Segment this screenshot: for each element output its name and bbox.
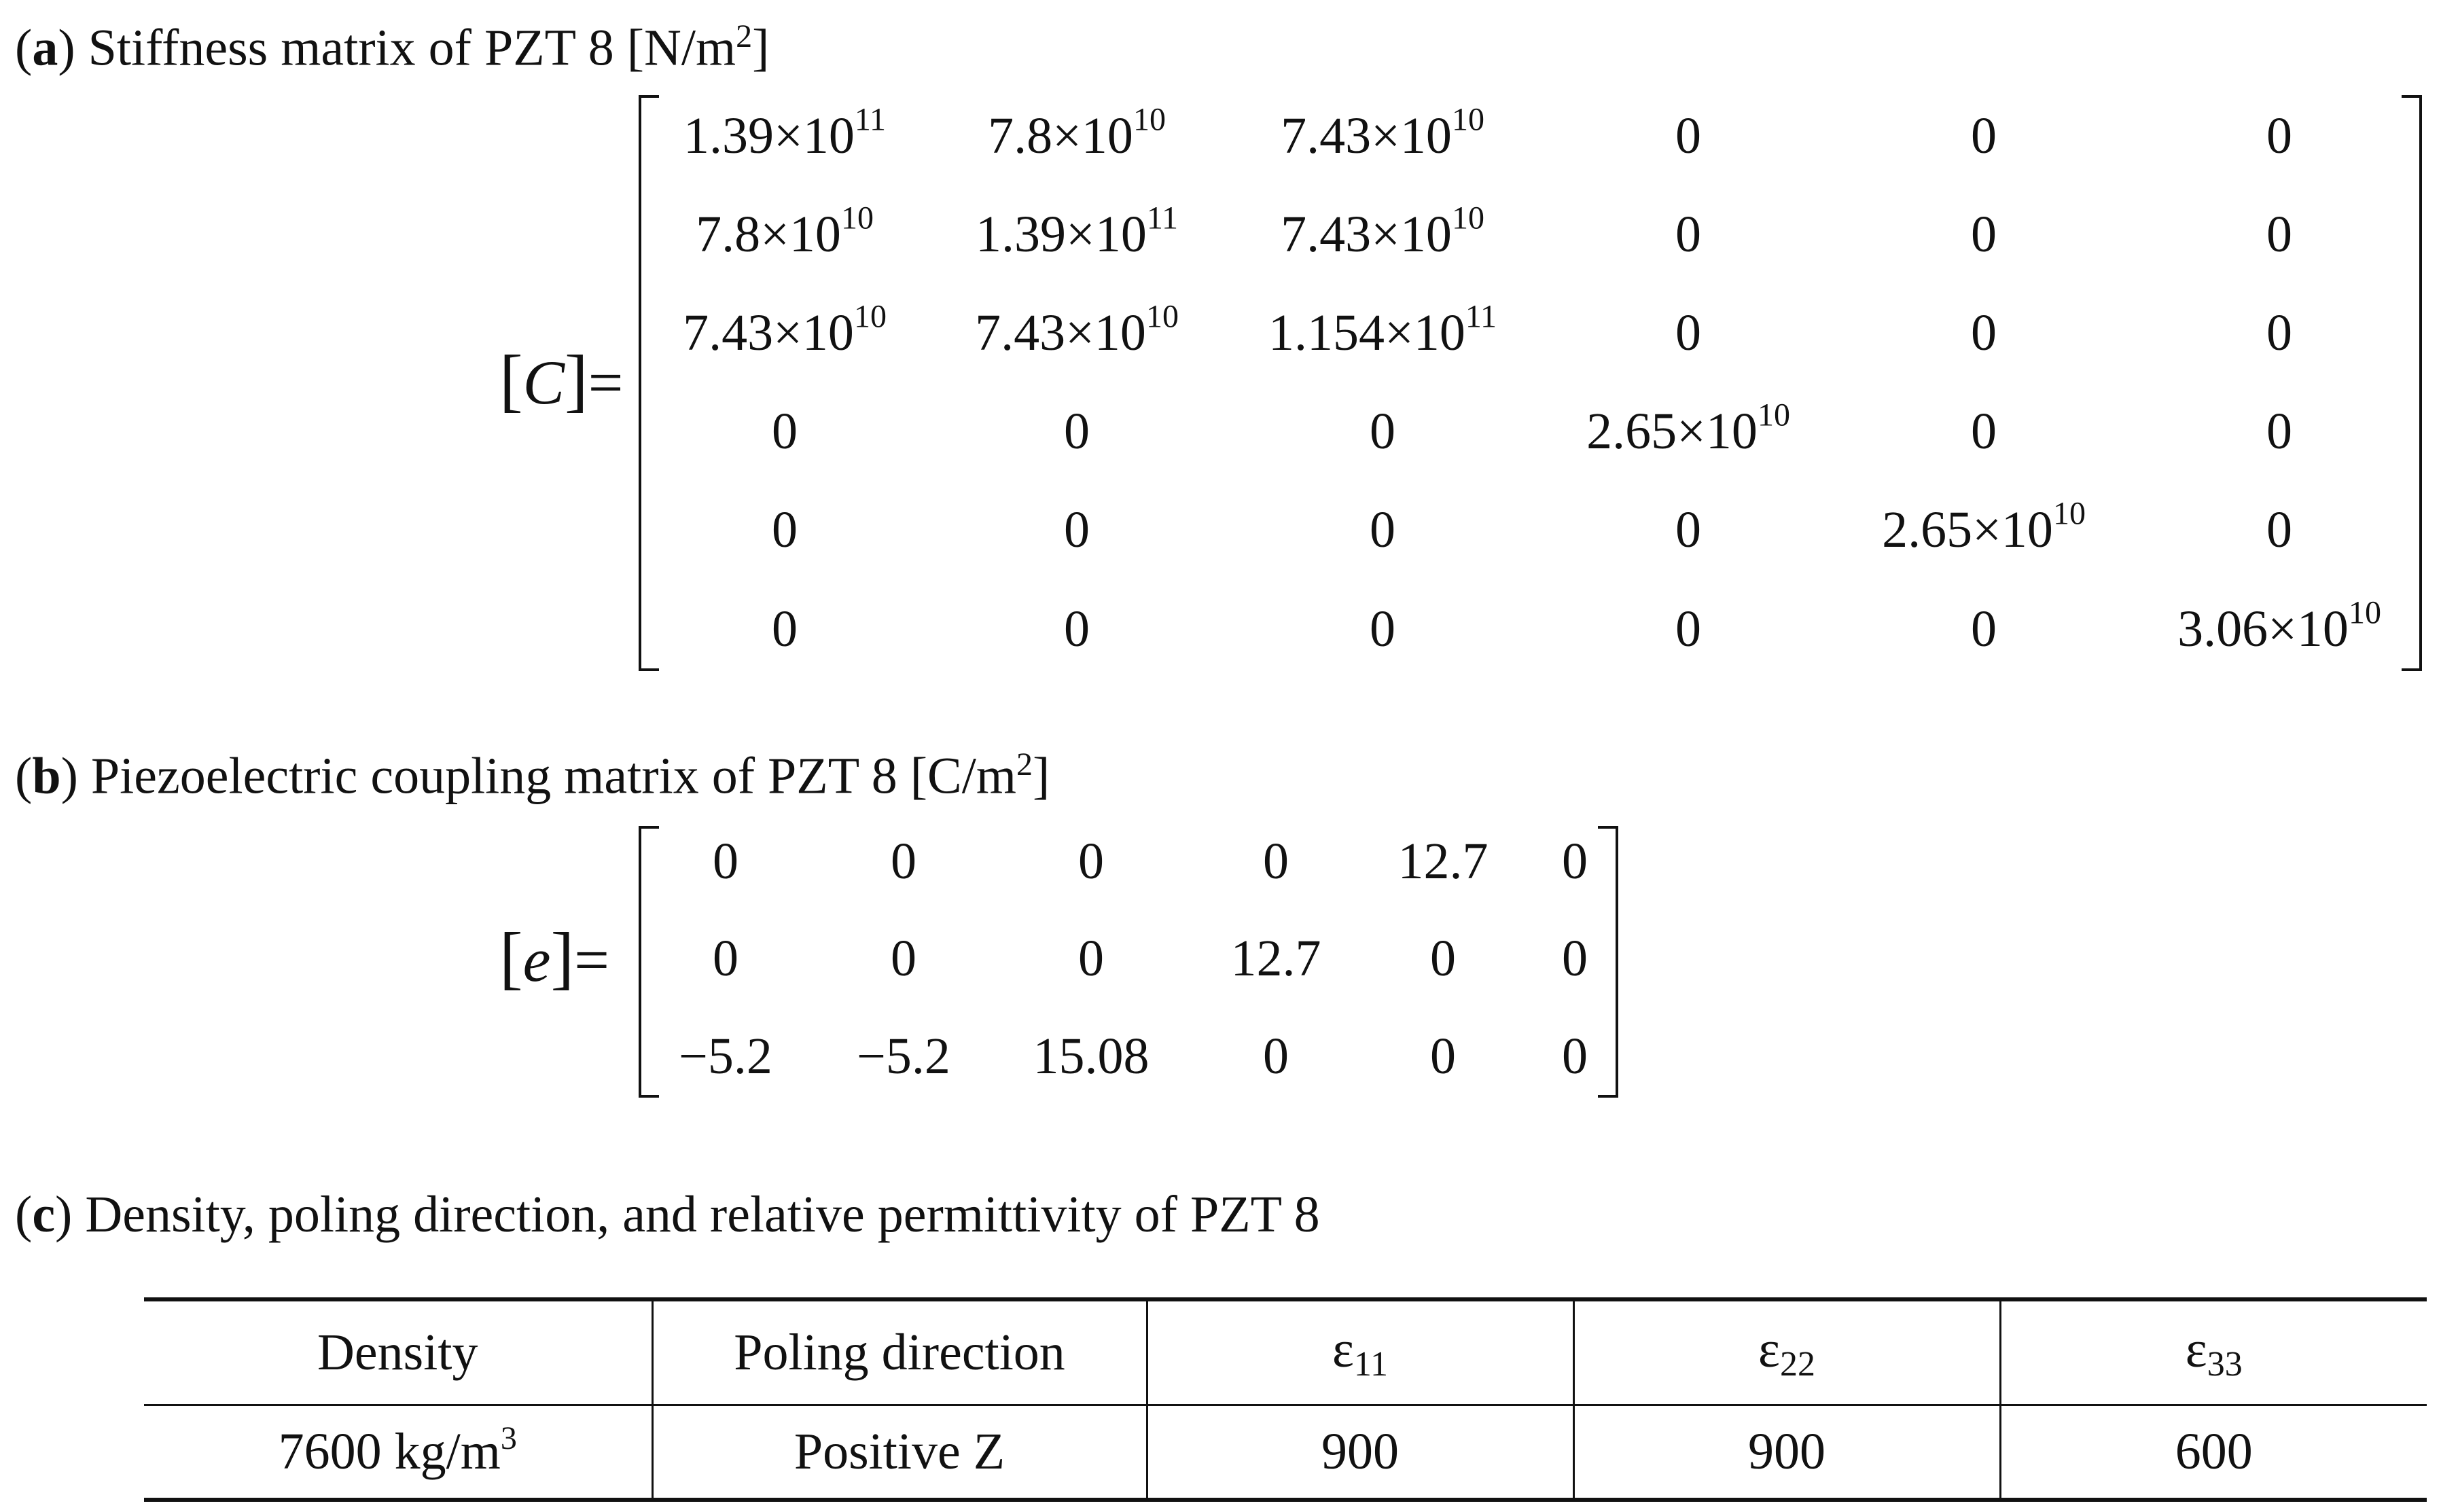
- cell-mantissa: 0: [1675, 600, 1701, 658]
- matrix-c-left-bracket: [639, 95, 659, 671]
- section-c-title: Density, poling direction, and relative permittivity of PZT 8: [72, 1186, 1320, 1243]
- section-b-heading: [15, 746, 1050, 805]
- matrix-e-cell: 0: [1562, 1028, 1588, 1085]
- table-row: [144, 1405, 2427, 1500]
- eps-subscript: 33: [2207, 1345, 2243, 1384]
- cell-mantissa: 0: [2266, 403, 2292, 460]
- matrix-c-cell: [1675, 107, 1701, 164]
- paren-open: (: [15, 1186, 33, 1243]
- matrix-e-lhs: [499, 918, 610, 996]
- lhs-bracket-open: [: [499, 341, 523, 419]
- lhs-bracket-close: ]: [565, 341, 588, 419]
- cell-exponent: 10: [2348, 594, 2381, 631]
- matrix-c-cell: [2266, 403, 2292, 460]
- section-c-heading: [15, 1186, 1320, 1243]
- matrix-c-cell: [1971, 304, 1997, 361]
- matrix-c-cell: [2266, 107, 2292, 164]
- cell-mantissa: 0: [1370, 403, 1395, 460]
- matrix-c-cell: [1064, 501, 1090, 558]
- cell-exponent: 11: [1465, 298, 1497, 335]
- matrix-c-cell: [2266, 501, 2292, 558]
- section-a-title-end: ]: [752, 19, 770, 77]
- matrix-e-cell: 12.7: [1230, 930, 1321, 987]
- cell-mantissa: 1.39×10: [975, 206, 1147, 263]
- density-value: 7600 kg/m: [278, 1422, 501, 1480]
- cell-mantissa: 0: [2266, 206, 2292, 263]
- cell-mantissa: 0: [2266, 304, 2292, 361]
- cell-mantissa: 1.154×10: [1268, 304, 1465, 361]
- cell-poling-direction: Positive Z: [652, 1405, 1147, 1500]
- cell-mantissa: 0: [1064, 501, 1090, 558]
- matrix-c-cell: [1971, 403, 1997, 460]
- section-b-title-sup: 2: [1016, 746, 1033, 782]
- cell-density: [144, 1405, 652, 1500]
- matrix-c-cell: [2177, 594, 2381, 658]
- eps-subscript: 11: [1353, 1345, 1388, 1384]
- cell-exponent: 10: [1451, 200, 1484, 236]
- matrix-c-cell: [1971, 206, 1997, 263]
- matrix-c-cell: [1281, 101, 1484, 164]
- matrix-c-right-bracket: [2402, 95, 2422, 671]
- cell-mantissa: 0: [1064, 403, 1090, 460]
- cell-exponent: 10: [1757, 397, 1790, 433]
- cell-mantissa: 0: [2266, 107, 2292, 164]
- cell-mantissa: 0: [1971, 107, 1997, 164]
- section-b-label: b: [32, 747, 61, 805]
- matrix-e-cell: 0: [1263, 833, 1289, 890]
- matrix-e-cell: 0: [1078, 930, 1104, 987]
- matrix-c-cell: [975, 200, 1179, 263]
- properties-table: [144, 1297, 2427, 1502]
- section-a-title: Stiffness matrix of PZT 8 [N/m: [75, 19, 736, 77]
- cell-mantissa: 7.8×10: [696, 206, 841, 263]
- matrix-c-cell: [1370, 501, 1395, 558]
- matrix-c-cell: [1971, 107, 1997, 164]
- cell-mantissa: 2.65×10: [1882, 501, 2053, 558]
- header-eps11: [1147, 1299, 1573, 1405]
- cell-mantissa: 0: [1971, 206, 1997, 263]
- section-c-label: c: [32, 1186, 56, 1243]
- paren-close: ): [55, 1186, 73, 1243]
- matrix-c-cell: [772, 600, 798, 658]
- matrix-e-cell: −5.2: [679, 1028, 772, 1085]
- header-density: Density: [144, 1299, 652, 1405]
- matrix-c-cell: [975, 298, 1179, 361]
- section-b-title-end: ]: [1032, 747, 1050, 805]
- table-header-row: [144, 1299, 2427, 1405]
- eps-symbol: ε: [2185, 1321, 2207, 1379]
- cell-exponent: 10: [1133, 101, 1166, 138]
- cell-exponent: 10: [840, 200, 874, 236]
- cell-exponent: 10: [1145, 298, 1179, 335]
- matrix-e-cell: 0: [1562, 930, 1588, 987]
- matrix-e-cell: 0: [1562, 833, 1588, 890]
- matrix-c-cell: [772, 501, 798, 558]
- section-b-title: Piezoelectric coupling matrix of PZT 8 [C/m: [77, 747, 1016, 805]
- matrix-e-cell: 0: [891, 930, 916, 987]
- paren-close: ): [60, 747, 78, 805]
- lhs-bracket-open: [: [499, 918, 523, 996]
- cell-mantissa: 2.65×10: [1586, 403, 1758, 460]
- matrix-c-cell: [1675, 600, 1701, 658]
- density-unit-sup: 3: [500, 1420, 517, 1456]
- section-a-heading: [15, 18, 770, 77]
- header-eps33: [2000, 1299, 2427, 1405]
- cell-mantissa: 0: [1675, 304, 1701, 361]
- section-a-label: a: [32, 19, 58, 77]
- eps-symbol: ε: [1332, 1321, 1354, 1379]
- cell-mantissa: 0: [1370, 600, 1395, 658]
- cell-eps22: 900: [1573, 1405, 2000, 1500]
- matrix-c-cell: [988, 101, 1166, 164]
- cell-mantissa: 0: [1370, 501, 1395, 558]
- cell-mantissa: 0: [1675, 501, 1701, 558]
- cell-mantissa: 7.8×10: [988, 107, 1133, 164]
- paren-open: (: [15, 747, 33, 805]
- cell-exponent: 10: [2052, 495, 2086, 532]
- cell-mantissa: 7.43×10: [1281, 107, 1452, 164]
- cell-mantissa: 7.43×10: [683, 304, 854, 361]
- cell-exponent: 10: [853, 298, 887, 335]
- cell-mantissa: 0: [1971, 403, 1997, 460]
- cell-mantissa: 0: [2266, 501, 2292, 558]
- matrix-c-cell: [1370, 600, 1395, 658]
- matrix-e-cell: 0: [713, 930, 738, 987]
- matrix-c-symbol: C: [522, 348, 565, 417]
- cell-mantissa: 0: [772, 501, 798, 558]
- matrix-c-cell: [683, 298, 887, 361]
- paren-open: (: [15, 19, 33, 77]
- cell-mantissa: 1.39×10: [683, 107, 855, 164]
- cell-eps33: 600: [2000, 1405, 2427, 1500]
- equals-sign: =: [574, 925, 610, 994]
- section-a-title-sup: 2: [736, 18, 753, 54]
- matrix-c-cell: [1281, 200, 1484, 263]
- eps-subscript: 22: [1779, 1345, 1815, 1384]
- cell-mantissa: 7.43×10: [975, 304, 1146, 361]
- matrix-e-right-bracket: [1598, 826, 1618, 1098]
- matrix-e-cell: −5.2: [857, 1028, 950, 1085]
- matrix-e-cell: 0: [1263, 1028, 1289, 1085]
- paren-close: ): [58, 19, 75, 77]
- cell-mantissa: 0: [1675, 206, 1701, 263]
- matrix-c-cell: [696, 200, 874, 263]
- eps-symbol: ε: [1758, 1321, 1780, 1379]
- matrix-e-cell: 0: [891, 833, 916, 890]
- cell-eps11: 900: [1147, 1405, 1573, 1500]
- matrix-c-cell: [772, 403, 798, 460]
- matrix-c-cell: [1882, 495, 2086, 558]
- matrix-e-cell: 0: [1078, 833, 1104, 890]
- cell-mantissa: 0: [1971, 600, 1997, 658]
- matrix-c-cell: [1675, 501, 1701, 558]
- matrix-e-cell: 15.08: [1033, 1028, 1150, 1085]
- cell-exponent: 11: [854, 101, 887, 138]
- cell-mantissa: 0: [772, 403, 798, 460]
- cell-mantissa: 0: [1064, 600, 1090, 658]
- matrix-c-cell: [2266, 304, 2292, 361]
- matrix-c-lhs: [499, 341, 624, 419]
- matrix-e-cell: 0: [1430, 930, 1456, 987]
- cell-mantissa: 0: [1675, 107, 1701, 164]
- matrix-e-cell: 12.7: [1397, 833, 1489, 890]
- matrix-c-cell: [1370, 403, 1395, 460]
- cell-exponent: 11: [1146, 200, 1179, 236]
- matrix-c-cell: [1064, 600, 1090, 658]
- matrix-c-cell: [1064, 403, 1090, 460]
- matrix-c-cell: [1675, 304, 1701, 361]
- cell-mantissa: 0: [772, 600, 798, 658]
- matrix-c-cell: [1675, 206, 1701, 263]
- matrix-e-cell: 0: [1430, 1028, 1456, 1085]
- matrix-e-symbol: e: [522, 925, 551, 994]
- cell-exponent: 10: [1451, 101, 1484, 138]
- matrix-c-cell: [683, 101, 887, 164]
- matrix-c-cell: [1586, 397, 1790, 460]
- matrix-c-cell: [2266, 206, 2292, 263]
- header-eps22: [1573, 1299, 2000, 1405]
- cell-mantissa: 7.43×10: [1281, 206, 1452, 263]
- matrix-e-cell: 0: [713, 833, 738, 890]
- matrix-e-left-bracket: [639, 826, 659, 1098]
- matrix-c-cell: [1971, 600, 1997, 658]
- cell-mantissa: 3.06×10: [2177, 600, 2349, 658]
- cell-mantissa: 0: [1971, 304, 1997, 361]
- equals-sign: =: [588, 348, 624, 417]
- header-poling-direction: Poling direction: [652, 1299, 1147, 1405]
- matrix-c-cell: [1268, 298, 1497, 361]
- lhs-bracket-close: ]: [550, 918, 575, 996]
